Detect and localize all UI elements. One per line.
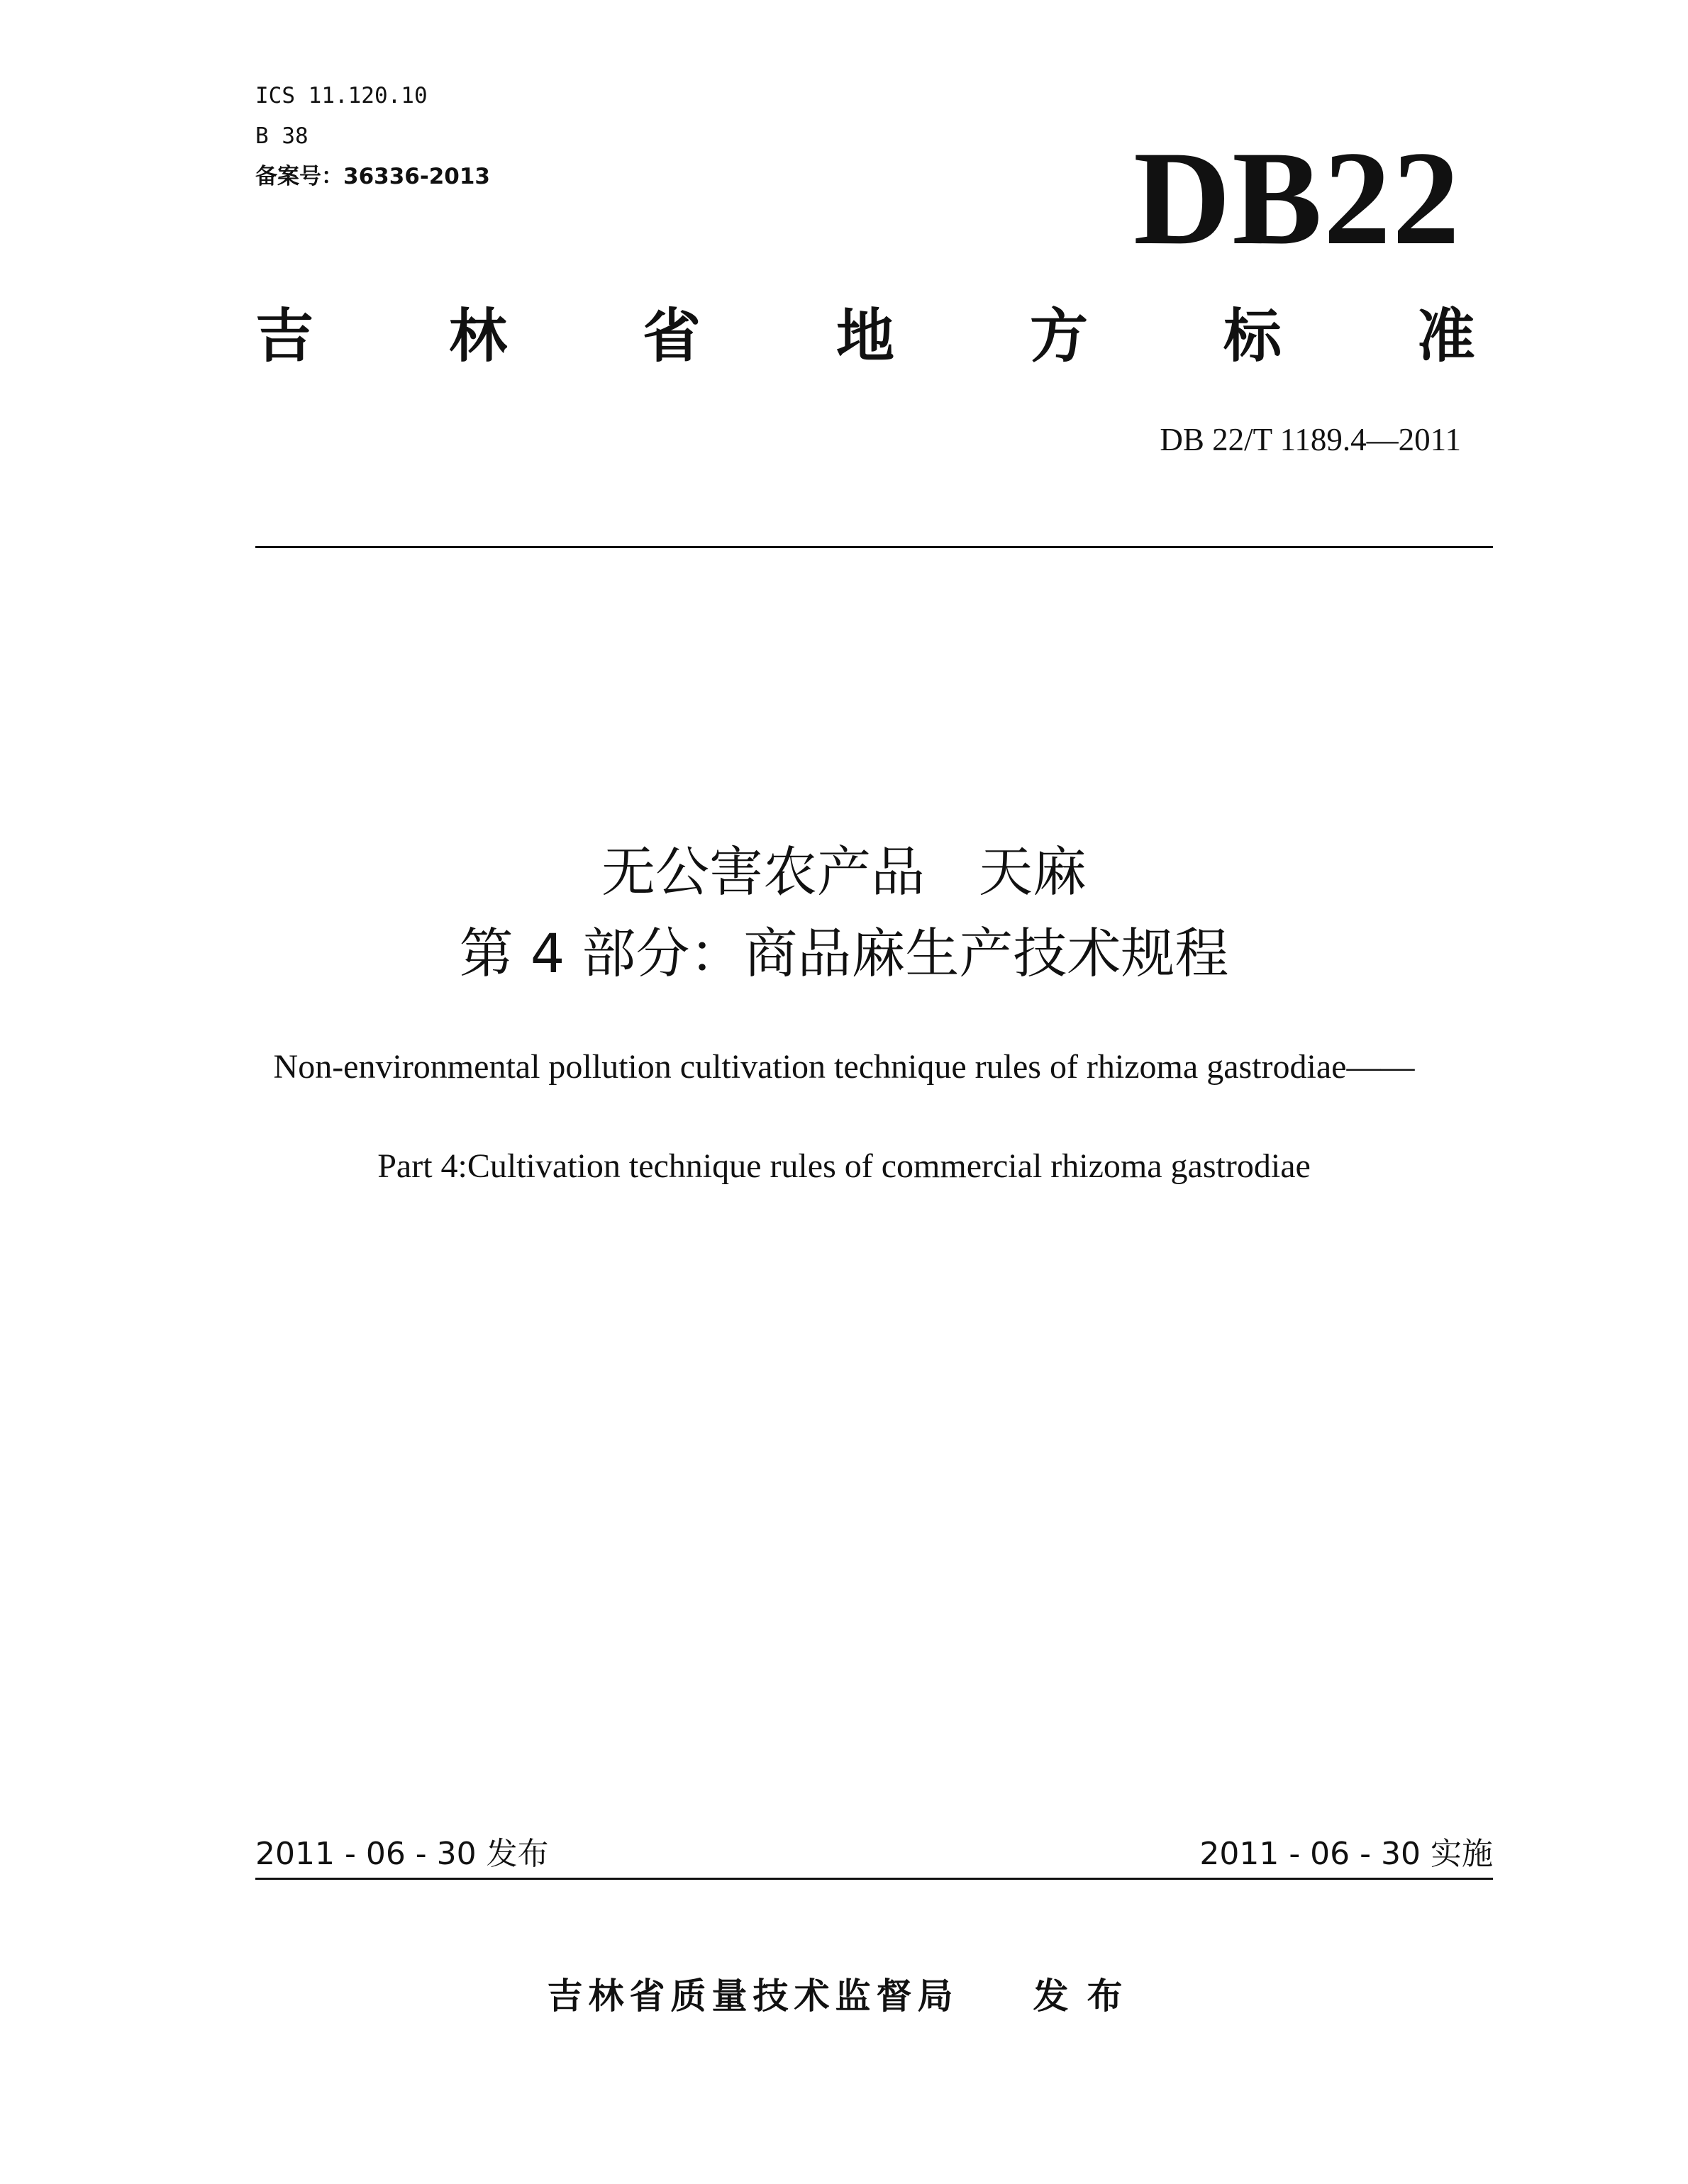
title-en-line1: Non-environmental pollution cultivation technique rules of rhizoma gastrodiae—— — [273, 1048, 1415, 1086]
standard-type-char: 省 — [642, 303, 701, 370]
title-en-line2: Part 4:Cultivation technique rules of commercial rhizoma gastrodiae — [377, 1147, 1311, 1185]
standard-type-char: 准 — [1416, 303, 1475, 370]
standard-type-char: 吉 — [255, 303, 314, 370]
header-divider — [255, 546, 1493, 548]
footer-divider — [255, 1878, 1493, 1880]
ccs-code: B 38 — [255, 123, 309, 149]
standard-type-char: 地 — [835, 303, 894, 370]
standard-number: DB 22/T 1189.4—2011 — [1160, 422, 1461, 457]
implement-date: 2011 - 06 - 30 实施 — [1199, 1836, 1493, 1872]
issue-date: 2011 - 06 - 30 发布 — [255, 1836, 549, 1872]
title-cn-line1: 无公害农产品 天麻 — [601, 840, 1087, 903]
title-cn-line2: 第 4 部分：商品麻生产技术规程 — [459, 922, 1229, 985]
issuer-action: 发布 — [1033, 1976, 1141, 2017]
issuer-name: 吉林省质量技术监督局 — [547, 1976, 959, 2017]
ics-code: ICS 11.120.10 — [255, 83, 428, 108]
standard-type-heading — [255, 301, 1475, 372]
issuer — [0, 1971, 1688, 2021]
standard-type-char: 林 — [448, 303, 507, 370]
standard-type-char: 标 — [1223, 303, 1282, 370]
record-number: 备案号：36336-2013 — [255, 164, 490, 189]
db22-logo: DB22 — [1133, 124, 1461, 273]
standard-type-char: 方 — [1029, 303, 1088, 370]
